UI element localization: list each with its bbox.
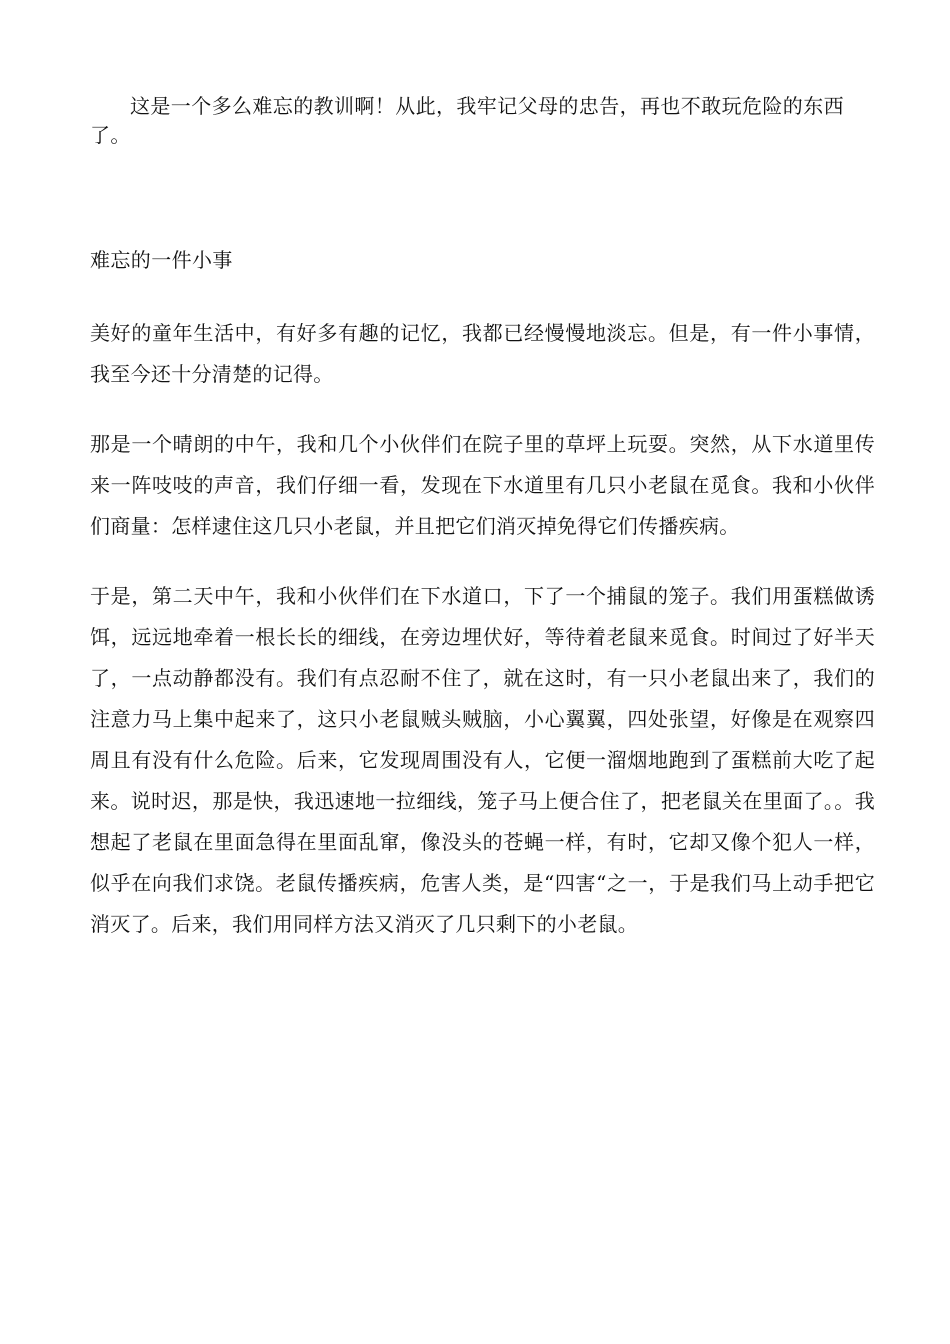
document-body (90, 92, 875, 945)
paragraph-1: 美好的童年生活中，有好多有趣的记忆，我都已经慢慢地淡忘。但是，有一件小事情，我至今还十分清楚的记得。 (90, 321, 875, 386)
intro-paragraph: 这是一个多么难忘的教训啊！从此，我牢记父母的忠告，再也不敢玩危险的东西了。 (90, 94, 844, 147)
paragraph-2: 那是一个晴朗的中午，我和几个小伙伴们在院子里的草坪上玩耍。突然，从下水道里传来一阵吱吱的声音，我们仔细一看，发现在下水道里有几只小老鼠在觅食。我和小伙伴们商量：怎样逮住这几只小老鼠，并且把它们消灭掉免得它们传播疾病。 (90, 432, 875, 538)
essay-title: 难忘的一件小事 (90, 248, 233, 272)
paragraph-3: 于是，第二天中午，我和小伙伴们在下水道口，下了一个捕鼠的笼子。我们用蛋糕做诱饵，远远地牵着一根长长的细线，在旁边埋伏好，等待着老鼠来觅食。时间过了好半天了，一点动静都没有。我们有点忍耐不住了，就在这时，有一只小老鼠出来了，我们的注意力马上集中起来了，这只小老鼠贼头贼脑，小心翼翼，四处张望，好像是在观察四周且有没有什么危险。后来，它发现周围没有人，它便一溜烟地跑到了蛋糕前大吃了起来。说时迟，那是快，我迅速地一拉细线，笼子马上便合住了，把老鼠关在里面了。。我想起了老鼠在里面急得在里面乱窜，像没头的苍蝇一样，有时，它却又像个犯人一样，似乎在向我们求饶。老鼠传播疾病，危害人类，是“四害“之一，于是我们马上动手把它消灭了。后来，我们用同样方法又消灭了几只剩下的小老鼠。 (90, 584, 875, 936)
